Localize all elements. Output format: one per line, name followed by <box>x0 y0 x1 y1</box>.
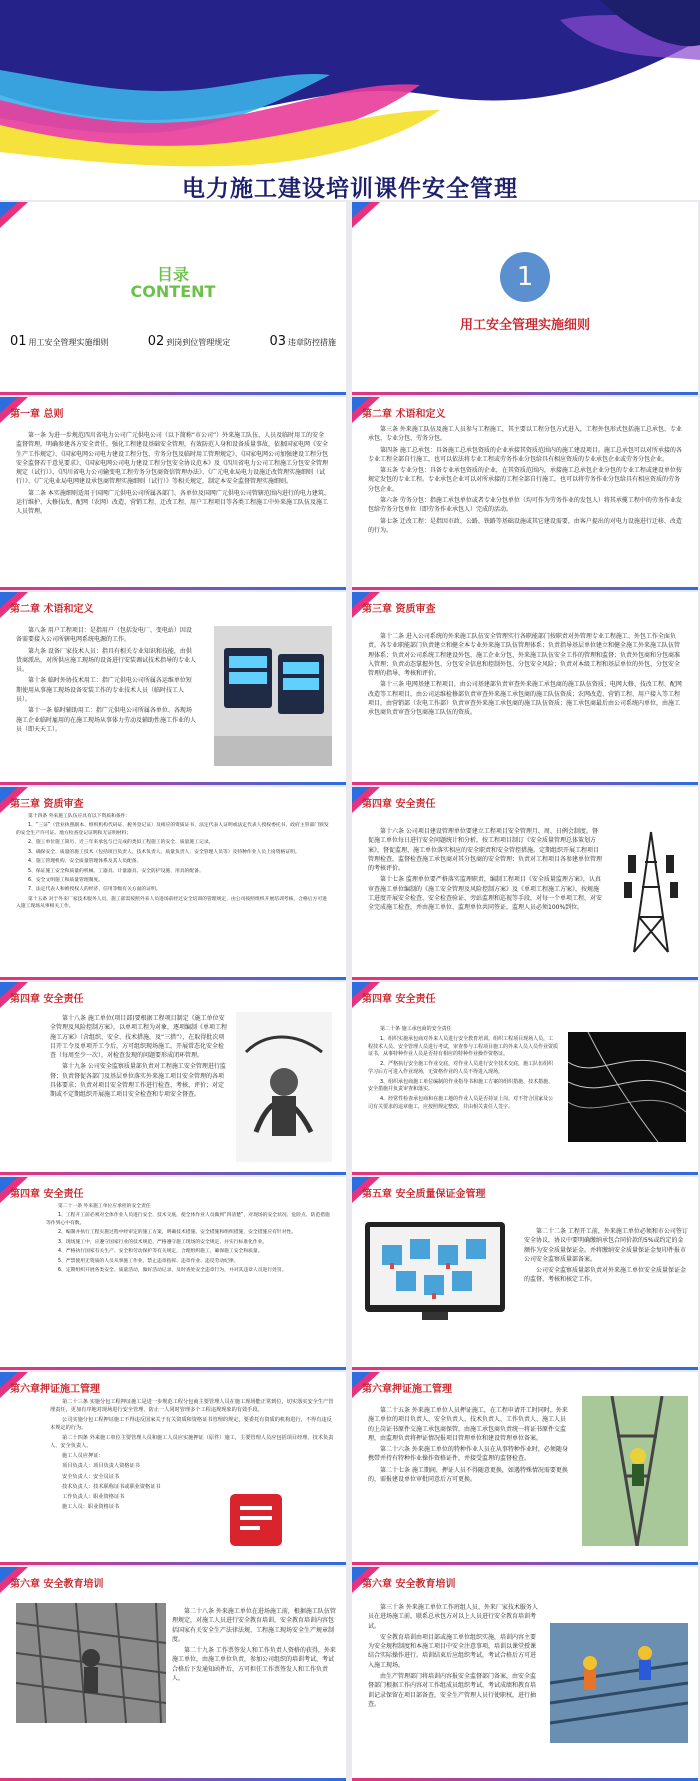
toc-item-label: 用工安全管理实施细则 <box>28 338 109 347</box>
slide-bottom-bar <box>352 1562 698 1565</box>
slide-ch5 <box>352 1177 698 1370</box>
tower-photo <box>614 827 688 957</box>
slide-body <box>368 632 682 720</box>
slide-ch6b <box>352 1372 698 1565</box>
slide-heading: 第二章 术语和定义 <box>362 409 446 420</box>
toc-item-label: 违章防控措施 <box>287 338 336 347</box>
paragraph: 公司实施分包工程押证施工不得违反国家关于有关资质和资格证书管理的规定，要委托有资质的机构进行，不得有违反本规定的行为。 <box>50 1417 332 1432</box>
slide-body <box>368 425 682 537</box>
paragraph: 安全负责人：安全员证书 <box>62 1473 120 1480</box>
paragraph: 4、施工管理机构、安全质量管理体系及其人员配备。 <box>28 859 142 865</box>
lineman-photo <box>236 1012 332 1162</box>
cover-slide <box>0 0 700 200</box>
paragraph: 4、严格执行国家有关生产、安全和劳动保护等有关规定，合理组织施工，确保施工安全和质量。 <box>58 1249 263 1255</box>
slide-body <box>368 827 602 915</box>
slide-bottom-bar <box>0 1562 346 1565</box>
paragraph: 技术负责人：技术职称证书或职业资格证书 <box>62 1483 161 1490</box>
slide-heading: 第四章 安全责任 <box>10 994 84 1005</box>
toc-item-3[interactable] <box>269 334 336 349</box>
slide-body <box>172 1607 336 1685</box>
toc-item-1[interactable] <box>10 334 109 349</box>
paragraph: 第二十六条 外来施工单位的特种作业人员在从事特种作业时，必须随身携带并持有特种作业操作资格证件，并接受监理的监督检查。 <box>368 1446 568 1463</box>
slide-ch6a <box>0 1372 346 1565</box>
slide-body <box>46 1203 332 1276</box>
toc-item-num: 02 <box>147 334 165 349</box>
paragraph: 施工人员：职业资格证书 <box>62 1503 120 1510</box>
paragraph: 项目负责人：项目负责人资格证书 <box>62 1463 140 1470</box>
document-icon <box>228 1492 284 1548</box>
paragraph: 第三十条 外来施工单位工作班组人员、外来厂家技术服务人员在进场施工前，联系总承包方对以上人员进行安全教育培训考试。 <box>368 1604 538 1630</box>
slide-bottom-bar <box>0 587 346 590</box>
slide-bottom-bar <box>0 782 346 785</box>
worker-tower-photo <box>582 1396 688 1546</box>
slide-heading: 第三章 资质审查 <box>10 799 84 810</box>
paragraph: 第二十一条 外来施工单位应承担的安全责任 <box>58 1204 151 1209</box>
paragraph: 3、确保安全、质量的施工技术（包括项目负责人、技术负责人、质量负责人、安全管理人员等）及特种作业人员上岗资格证明。 <box>28 849 300 855</box>
cover-title: 电力施工建设培训课件安全管理 <box>182 176 518 200</box>
paragraph: 4、经常性检查承包商和在施工地的作业人员是否持证上岗，对不符合国家及公司有关要求的违章施工，应按照规定整改，并由相关责任人签字。 <box>368 1096 554 1110</box>
slide-bottom-bar <box>352 1367 698 1370</box>
paragraph: 第六条 劳务分包：指施工承包单位或者专业分包单位（均可作为劳务作业的发包人）将其承揽工程中的劳务作业发包给劳务分包单位（即劳务作业承包人）完成的活动。 <box>368 497 682 514</box>
slide-bottom-bar <box>352 392 698 395</box>
slide-heading: 第二章 术语和定义 <box>10 604 94 615</box>
paragraph: 6、安全文明施工和质量管理制度。 <box>28 877 104 883</box>
paragraph: 第五条 专业分包：具备专业承包资质的企业，在其资质范围内，承接施工总承包企业分包的专业工程或建设单位按规定发包的专业工程。专业承包企业可以对所承接的工程全部自行施工，也可以将劳务作业分包给具有相应资质的劳务分包企业。 <box>368 467 682 493</box>
paragraph: 第十一条 临时辅助用工：指广元供电公司所属各单位、各现场施工企业临时雇用的在施工现场从事体力劳动及辅助性施工作业的人员（即天天工）。 <box>16 707 197 733</box>
slide-ch1 <box>0 397 346 590</box>
slide-ch4c <box>352 982 698 1175</box>
paragraph: 第十九条 公司安全监察质量部负责对工程施工安全管理进行监督；负责督促各部门及基层单位落实外来施工项目安全管理的各项具体要求；负责对项目安全管理工作进行检查、考核、评价；对定期或不定期组织开展施工项目安全检查和专项安全督查。 <box>50 1063 226 1099</box>
cables-photo <box>568 1032 686 1142</box>
slide-bottom-bar <box>352 977 698 980</box>
paragraph: 7、法定代表人和被授权人的经济、信用等级有关方面的证明。 <box>28 887 161 893</box>
toc-slide <box>0 202 346 395</box>
section-slide <box>352 202 698 395</box>
construction-photo <box>16 1603 166 1723</box>
paragraph: 第九条 设备厂家技术人员：指具有相关专业知识和技能，由供货商派出，对所供应施工现场的设备进行安装调试技术指导的专业人员。 <box>16 647 197 674</box>
meter-photo <box>214 626 332 766</box>
paragraph: 3、组织承包商施工单位编制的作业指导书和施工方案的组织措施、技术措施、安全措施并负责审查和落实。 <box>368 1078 554 1093</box>
paragraph: 由生产管理部门将培训内容报安全监督部门备案，由安全监督部门根据工作内容对工作组成员组织考试，考试成绩和教育培训记录保留在项目部备查，安全生产管理人员行使职权，进行抽查。 <box>368 1673 537 1708</box>
paragraph: 第二十条 施工承包商的安全责任 <box>380 1026 452 1032</box>
slide-body <box>368 1026 558 1114</box>
paragraph: 2、严格执行安全施工作业交底，对作业人员进行安全技术交底，施工队伍组织学习后方可进入作业现场，无资格作业的人员不得进入现场。 <box>368 1061 554 1075</box>
paragraph: 3、现场施工中，应遵守国家行业的技术规范，严格遵守施工现场的安全规定，并实行标准化作业。 <box>58 1239 268 1245</box>
corner-ribbon-icon <box>0 202 28 228</box>
paragraph: 第二十五条 外来施工单位人员押证施工，在工程申请开工时同时，外来施工单位的项目负责人、安全负责人、技术负责人、工作负责人、施工人员的上岗证书原件交施工承包商保管，由施工承包商负责统一将证书原件交监理，由监理负责将押证情况报项目管理单位和建设管理单位备案。 <box>368 1407 568 1442</box>
paragraph: 第二条 本实施细则适用于国网广元供电公司所属各部门、各单位及国网广元供电公司管辖范围内进行的电力建筑、运行维护、大修技改、配网（农网）改造、营销工程、迁改工程、用户工程项目等各类工程施工中外来施工队伍及施工人员管理。 <box>16 489 330 516</box>
toc-item-num: 01 <box>10 334 27 349</box>
slide-heading: 第五章 安全质量保证金管理 <box>362 1189 486 1200</box>
paragraph: 第二十三条 实施分包工程押证施工是进一步规范工程分包商主要管理人员在施工现场能正常到位，切实落实安全生产管理责任，更加有序地对现场进行安全管理，防止一人同时管理多个工程违规现象的有效手段。 <box>50 1399 334 1414</box>
slide-ch2a <box>352 397 698 590</box>
toc-list <box>10 334 336 349</box>
slide-bottom-bar <box>0 392 346 395</box>
paragraph: 第二十四条 外来施工单位主要管理人员和施工人员应实施押证（原件）施工，主要管理人员应包括项目经理、技术负责人、安全负责人。 <box>50 1435 334 1450</box>
paragraph: 第十七条 监理单位要严格落实监理职责，编制工程项目《安全质量监理方案》，认真审查施工单位编制的《施工安全管理及风险控制方案》及《单项工程施工方案》，按规施工进度开展安全检查、安全检查验证、旁站监理和巡视等手段，对每一个单项工程，对安全完成施工检查，并由施工单位、监理单位共同签证，监理人员必须100%到位。 <box>368 876 603 912</box>
toc-item-2[interactable] <box>148 334 231 349</box>
slide-ch4d <box>0 1177 346 1370</box>
paragraph: 第十八条 施工单位(项目部)要根据工程项目制定《施工单位安全管理及风险控制方案》，以单项工程为对象，逐项编制《单项工程施工方案》（含组织、安全、技术措施，及“三措”），在取得批次项目开工令及单项开工令后，方可组织现场施工。开展常态化安全检查（每周至少一次），对检查发现的问题要形成闭环管理。 <box>50 1015 228 1060</box>
slide-bottom-bar <box>352 1172 698 1175</box>
slide-heading: 第四章 安全责任 <box>10 1189 84 1200</box>
toc-heading: 目录 <box>156 265 189 284</box>
paragraph: 1、工程开工前必须对全体作业人员进行安全、技术交底，使全体作业人员做到“四清楚”，对现场的安全状况、危险点、防范措施等作到心中有数。 <box>46 1213 330 1226</box>
section-number: 1 <box>500 252 550 302</box>
slide-heading: 第六章押证施工管理 <box>362 1384 452 1395</box>
paragraph: 第二十八条 外来施工单位在进场施工前，根据施工队伍管理规定，对施工人员进行安全教育培训，安全教育培训内容包括国家有关安全生产法律法规、工程施工现场安全生产规章制度。 <box>172 1608 336 1643</box>
paragraph: 第二十九条 工作票签发人和工作负责人资格的获得，外来施工单位，由施工单位负责，参加公司组织的培训考试，考试合格后下发通知函件后，方可担任工作票签发人和工作负责人。 <box>172 1647 336 1683</box>
paragraph: 工作负责人：职业资格证书 <box>62 1493 125 1500</box>
paragraph: 第三条 外来施工队伍及施工人员参与工程施工，其主要以工程分包方式进入，工程外包形式包括施工总承包、专业承包、专业分包、劳务分包。 <box>368 426 682 443</box>
slide-bottom-bar <box>352 782 698 785</box>
paragraph: 第二十七条 施工期间，押证人员不得随意更换，如遇特殊情况需要更换的，需报建设单位审批同意后方可更换。 <box>368 1466 568 1484</box>
slide-heading: 第一章 总则 <box>10 409 64 420</box>
slide-ch2b <box>0 592 346 785</box>
slide-body <box>524 1227 688 1287</box>
paragraph: 安全教育培训由项目部或施工单位组织实施，培训内容主要为安全规程制度和本施工项目中安全注意事项，培训以课堂授课结合实际操作进行。培训结束后应组织考试，考试合格后方可进入施工现场。 <box>368 1633 537 1669</box>
paragraph: 公司安全监察质量部负责对外来施工单位安全质量保证金的监督、考核和核定工作。 <box>524 1267 687 1284</box>
slide-body <box>368 1603 540 1711</box>
paragraph: 第四条 施工总承包：具备施工总承包资质的企业承接其资质范围内的施工建设项目。施工总承包可以对所承接的各专业工程全部自行施工，也可以依法将专业工程或劳务作业分包给具有相应资质的专业承包企业或劳务分包企业。 <box>368 446 682 463</box>
paragraph: 第十条 临时外协技术用工：指广元供电公司所属各运维单位短期使用从事施工现场设备安装工作的专业技术人员（临时技工人员）。 <box>16 677 192 704</box>
paragraph: 6、定期组织开展各类安全、质量活动，做好活动记录，及时查处安全违章行为，并对其违章人员进行处罚。 <box>58 1267 287 1273</box>
slide-heading: 第三章 资质审查 <box>362 604 436 615</box>
slide-body <box>16 431 330 519</box>
slide-heading: 第四章 安全责任 <box>362 994 436 1005</box>
slide-heading: 第四章 安全责任 <box>362 799 436 810</box>
slide-heading: 第六章押证施工管理 <box>10 1384 100 1395</box>
toc-item-label: 到岗到位管理规定 <box>166 338 231 347</box>
slide-heading: 第六章 安全教育培训 <box>362 1579 456 1590</box>
paragraph: 2、施工单位施工简历、近三年来承包与已完成的类似工程施工的安全、质量施工记录。 <box>28 840 214 846</box>
paragraph: 第十五条 对于外来厂家技术服务人员，施工部需按照外来人员进场前经过安全培训的管理规定，由公司按照组织开展培训考核，合格后方可进入施工现场从事相关工作。 <box>16 896 327 910</box>
paragraph: 第二十二条 工程开工前，外来施工单位必须和市公司签订安全协议，协议中要明确缴纳承包合同价款的5%或约定的金额作为安全质量保证金。并将缴纳安全质量保证金复印件报市公司安全监察质量部备案。 <box>524 1228 688 1263</box>
slide-bottom-bar <box>0 1172 346 1175</box>
slide-body <box>50 1014 228 1102</box>
slide-ch3a <box>352 592 698 785</box>
slide-body <box>16 813 330 913</box>
slide-heading: 第六章 安全教育培训 <box>10 1579 104 1590</box>
slide-ch6c <box>0 1567 346 1781</box>
paragraph: 5、保证施工安全和质量的机械、工器具、计量器具、安全防护设施、用具的配备。 <box>28 868 204 874</box>
paragraph: 2、编制并执行工程实施过程中经审定的施工方案，明确技术措施、安全措施和组织措施，安全措施应有针对性。 <box>58 1230 297 1236</box>
paragraph: 第十二条 进入公司系统的外来施工队伍安全管理实行各职能部门按职责对外管理专业工程施工、外包工作全面负责。各专业职能部门负责建立和健全本专业外来施工队伍管理体系；负责指导基层单位建立和健全施工外来施工队伍管理体系；负责对公司系统工程建设外包、施工企业分包、外来施工队伍安全工作的管理和监督；负责外包商和分包商准入管理；负责动态掌握外包、分包安全信息和控制外包、分包安全风险；负责对本级工程和基层单位的外包、分包安全管理的指导、考核和评价。 <box>368 633 681 678</box>
slide-body <box>16 626 196 736</box>
slide-body <box>50 1398 334 1513</box>
paragraph: 第七条 迁改工程：是指因市政、公路、铁路等基础设施或其它建设需要，由客户提出的对电力设施进行迁移、改造的行为。 <box>368 517 682 534</box>
paragraph: 第一条 为进一步规范四川省电力公司广元供电公司（以下简称“市公司”）外来施工队伍、人员及临时用工的安全监督管理，明确参建各方安全责任，强化工程建设基础安全管理，有效防范人身和设备质量事故，依据国家电网《安全生产工作规定》、《国家电网公司电力建设工程分包、劳务分包及临时用工管理规定》、《国家电网公司加强建设工程分包安全监督若干意见要求》、《国家电网公司电力建设工程分包安全协议范本》及《四川省电力公司工程施工分包安全管理规定（试行）》、《四川省电力公司输变电工程劳务分包商资信管理办法》、《广元电业局电力设施迁改管理实施细则（试行）》、《广元电业局电网建设承包商管理实施细则（试行）》等相关规定，制定本安全监督管理实施细则。 <box>16 432 329 486</box>
paragraph: 1、“三证”（营业执照副本、组织机构代码证、税务登记证）及相应的资质证书，法定代表人证明或法定代表人授权委托书、政府主管部门颁发的安全生产许可证。地方检查登记证明和无证明材料； <box>16 823 329 836</box>
slide-ch3b <box>0 787 346 980</box>
paragraph: 第八条 用户工程项目：是指用户（包括发电厂、变电站）因设备需要接入公司所辖电网系统电源的工作。 <box>16 627 192 644</box>
slide-ch4b <box>0 982 346 1175</box>
toc-subheading: CONTENT <box>130 282 216 301</box>
slide-ch4a <box>352 787 698 980</box>
paragraph: 施工人员应押证： <box>62 1453 104 1460</box>
workers-photo <box>550 1623 688 1743</box>
paragraph: 1、组织实施承包商对外来人员进行安全教育培训。组织工程项目现场人员，工程技术人员、安全管理人员进行考试，审查参与工程项目施工的外来人员人员作业资质证书，从事特种作业人员是否持有相应的特种作业操作资格证。 <box>368 1035 559 1058</box>
slide-ch6d <box>352 1567 698 1781</box>
section-title: 用工安全管理实施细则 <box>459 318 590 333</box>
monitor-photo <box>360 1217 510 1327</box>
slide-body <box>368 1406 570 1486</box>
slide-bottom-bar <box>352 587 698 590</box>
paragraph: 第十四条 外来施工队伍应具有以下资质和条件： <box>28 814 131 819</box>
toc-item-num: 03 <box>269 334 286 349</box>
paragraph: 第十三条 电网基建工程项目，由公司基建部负责审查外来施工承包商的施工队伍资质；电网大修、技改工程、配网改造等工程项目，由公司运维检修部负责审查外来施工承包商的施工队伍资质；农网改造、营销工程、用户接入等工程项目，由营销部（农电工作部）负责审查外来施工承包商的施工队伍资质；施工承包商最后由公司系统内单位，由施工承包商负责审查分包商施工队伍的资质。 <box>368 681 682 717</box>
slide-bottom-bar <box>0 1367 346 1370</box>
slide-bottom-bar <box>0 977 346 980</box>
paragraph: 5、严禁使用无资质的人员从事施工作业，禁止违章指挥、违章作业、违反劳动纪律。 <box>58 1258 239 1264</box>
corner-ribbon-icon <box>352 202 380 228</box>
paragraph: 第十六条 公司项目建设管理单位要建立工程项目安全管理月、周、日例会制度。督促施工单位每日进行安全问题统计和分析，按工程项目制订《安全质量管理总体策划方案》，督促监理、施工单位落实相应的安全职责和安全管控措施。定期组织开展工程项目管理检查，监督检查施工承包商对其分包商的安全管理；负责对工程项目各参建单位管理的考核评价。 <box>368 828 603 873</box>
